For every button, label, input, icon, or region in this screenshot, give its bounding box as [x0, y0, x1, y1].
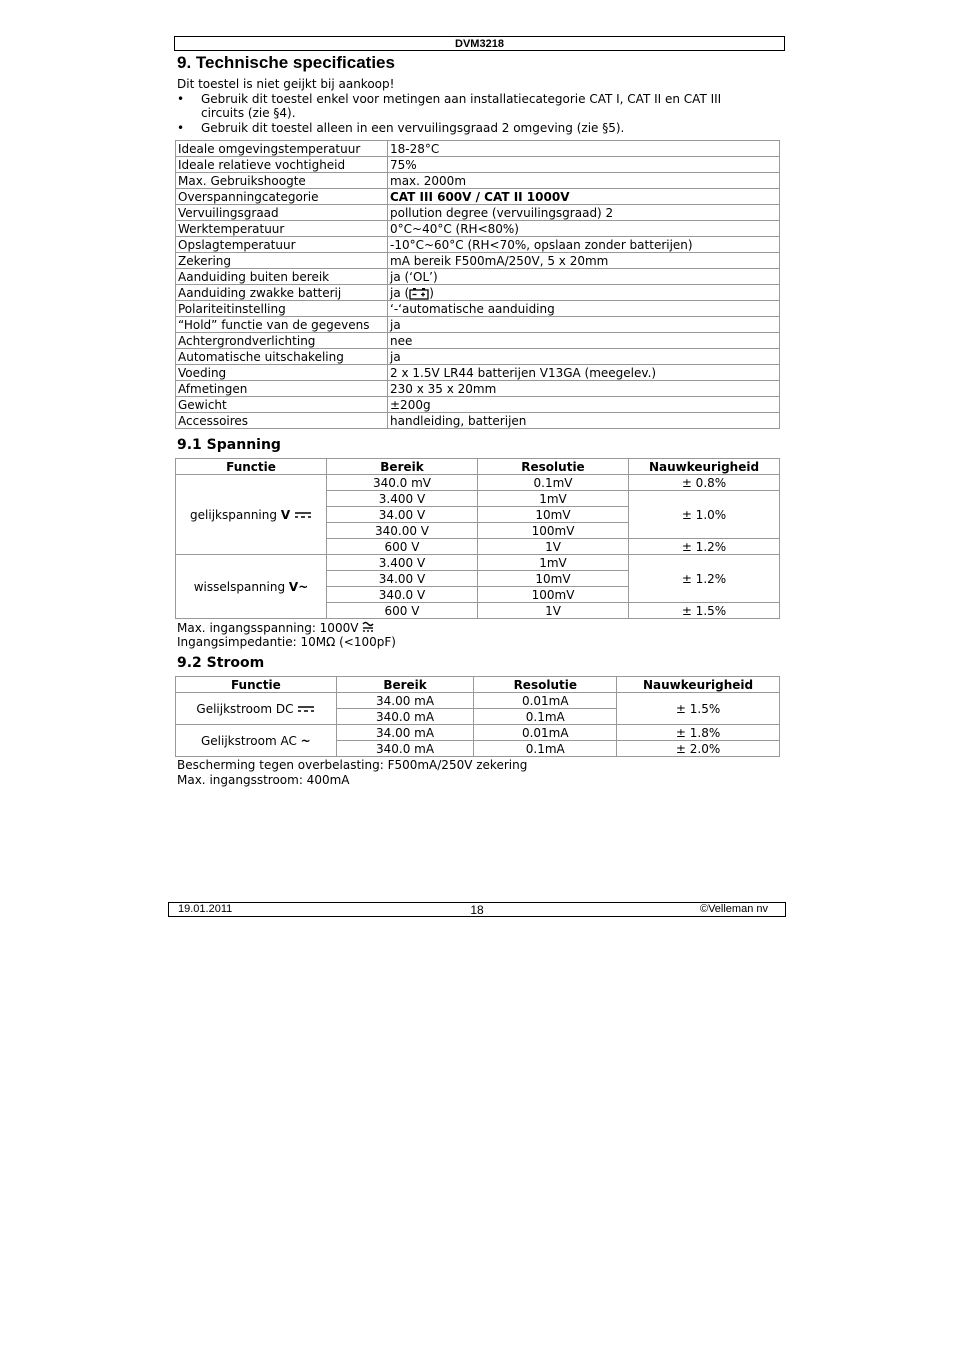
- spec-value: ja (‘OL’): [388, 269, 780, 285]
- spec-value: ja: [388, 349, 780, 365]
- table-row: [176, 173, 780, 189]
- spec-label: Automatische uitschakeling: [176, 349, 388, 365]
- table-row: [176, 397, 780, 413]
- spec-value: handleiding, batterijen: [388, 413, 780, 429]
- table-row: [176, 189, 780, 205]
- column-header: Nauwkeurigheid: [617, 677, 780, 693]
- table-row: Gelijkstroom AC ~ 34.00 mA 0.01mA ± 1.8%: [176, 725, 780, 741]
- table-row: [176, 157, 780, 173]
- table-row: [176, 365, 780, 381]
- bullet-dot: •: [177, 92, 185, 106]
- table-row: [176, 205, 780, 221]
- dc-symbol-icon: [297, 705, 315, 713]
- table-row: gelijkspanning V 340.0 mV 0.1mV ± 0.8%: [176, 475, 780, 491]
- model-name: DVM3218: [455, 38, 504, 50]
- spec-value: ja: [388, 317, 780, 333]
- spec-label: Opslagtemperatuur: [176, 237, 388, 253]
- column-header: Bereik: [336, 677, 474, 693]
- table-row: [176, 413, 780, 429]
- table-row: [176, 253, 780, 269]
- spec-label: Aanduiding buiten bereik: [176, 269, 388, 285]
- stroom-heading: 9.2 Stroom: [177, 655, 265, 671]
- max-input-voltage-note: Max. ingangsspanning: 1000V: [177, 621, 374, 635]
- spec-label: Aanduiding zwakke batterij: [176, 285, 388, 301]
- battery-icon: [409, 287, 429, 300]
- table-row: [176, 317, 780, 333]
- table-row: [176, 269, 780, 285]
- spec-label: Ideale omgevingstemperatuur: [176, 141, 388, 157]
- input-impedance-note: Ingangsimpedantie: 10MΩ (<100pF): [177, 635, 396, 649]
- spec-label: Gewicht: [176, 397, 388, 413]
- table-row: 34.00 V 10mV: [176, 571, 780, 587]
- column-header: Functie: [176, 459, 327, 475]
- table-row: 600 V 1V ± 1.5%: [176, 603, 780, 619]
- spec-value: 75%: [388, 157, 780, 173]
- table-row: wisselspanning V~ 3.400 V 1mV ± 1.2%: [176, 555, 780, 571]
- bullet-item: • Gebruik dit toestel alleen in een vervuilingsgraad 2 omgeving (zie §5).: [177, 121, 625, 135]
- spec-label: Overspanningcategorie: [176, 189, 388, 205]
- function-cell-ac-voltage: wisselspanning V~: [176, 555, 327, 619]
- spec-table: [175, 140, 780, 429]
- table-header-row: [176, 677, 780, 693]
- column-header: Functie: [176, 677, 337, 693]
- footer-date: 19.01.2011: [178, 903, 233, 915]
- table-row: 340.0 V 100mV: [176, 587, 780, 603]
- table-row: 34.00 V 10mV: [176, 507, 780, 523]
- function-cell-dc-voltage: gelijkspanning V: [176, 475, 327, 555]
- intro-text: Dit toestel is niet geijkt bij aankoop!: [177, 77, 395, 91]
- table-row: [176, 141, 780, 157]
- column-header: Nauwkeurigheid: [629, 459, 780, 475]
- spec-label: Vervuilingsgraad: [176, 205, 388, 221]
- function-cell-ac-current: Gelijkstroom AC ~: [176, 725, 337, 757]
- max-input-current-note: Max. ingangsstroom: 400mA: [177, 773, 350, 787]
- table-row: [176, 285, 780, 301]
- spec-label: Accessoires: [176, 413, 388, 429]
- spec-value: ±200g: [388, 397, 780, 413]
- spec-value: 18-28°C: [388, 141, 780, 157]
- spanning-table: [175, 458, 780, 619]
- table-row: Gelijkstroom DC 34.00 mA 0.01mA ± 1.5%: [176, 693, 780, 709]
- spec-label: Achtergrondverlichting: [176, 333, 388, 349]
- table-header-row: [176, 459, 780, 475]
- bullet-item: • Gebruik dit toestel enkel voor metingen aan installatiecategorie CAT I, CAT II en CAT III circuits (zie §4).: [177, 92, 722, 120]
- spec-value: max. 2000m: [388, 173, 780, 189]
- spec-value: ‘-‘automatische aanduiding: [388, 301, 780, 317]
- ac-dc-symbol-icon: [362, 621, 374, 633]
- table-row: [176, 349, 780, 365]
- spec-value: 2 x 1.5V LR44 batterijen V13GA (meegelev.): [388, 365, 780, 381]
- page-header: [174, 36, 785, 51]
- table-row: [176, 333, 780, 349]
- page-number: 18: [470, 903, 484, 917]
- spec-label: “Hold” functie van de gegevens: [176, 317, 388, 333]
- table-row: [176, 301, 780, 317]
- table-row: [176, 221, 780, 237]
- spec-value: pollution degree (vervuilingsgraad) 2: [388, 205, 780, 221]
- page-footer: [168, 902, 786, 917]
- table-row: 600 V 1V ± 1.2%: [176, 539, 780, 555]
- spec-label: Afmetingen: [176, 381, 388, 397]
- spec-value: mA bereik F500mA/250V, 5 x 20mm: [388, 253, 780, 269]
- spec-label: Werktemperatuur: [176, 221, 388, 237]
- column-header: Resolutie: [478, 459, 629, 475]
- table-row: 340.0 mA 0.1mA ± 2.0%: [176, 741, 780, 757]
- section-heading: 9. Technische specificaties: [177, 53, 395, 72]
- spanning-heading: 9.1 Spanning: [177, 437, 281, 453]
- spec-value: nee: [388, 333, 780, 349]
- spec-value: CAT III 600V / CAT II 1000V: [388, 189, 780, 205]
- spec-value: 230 x 35 x 20mm: [388, 381, 780, 397]
- spec-label: Polariteitinstelling: [176, 301, 388, 317]
- spec-label: Voeding: [176, 365, 388, 381]
- dc-symbol-icon: [294, 511, 312, 519]
- bullet-dot: •: [177, 121, 185, 135]
- table-row: [176, 381, 780, 397]
- spec-value: 0°C~40°C (RH<80%): [388, 221, 780, 237]
- column-header: Resolutie: [474, 677, 617, 693]
- footer-copyright: ©Velleman nv: [699, 903, 768, 915]
- spec-label: Ideale relatieve vochtigheid: [176, 157, 388, 173]
- table-row: 3.400 V 1mV ± 1.0%: [176, 491, 780, 507]
- spec-value: -10°C~60°C (RH<70%, opslaan zonder batterijen): [388, 237, 780, 253]
- spec-label: Max. Gebruikshoogte: [176, 173, 388, 189]
- spec-label: Zekering: [176, 253, 388, 269]
- table-row: 340.00 V 100mV: [176, 523, 780, 539]
- table-row: [176, 237, 780, 253]
- stroom-table: [175, 676, 780, 757]
- spec-value: ja ( ): [388, 285, 780, 301]
- table-row: 340.0 mA 0.1mA: [176, 709, 780, 725]
- function-cell-dc-current: Gelijkstroom DC: [176, 693, 337, 725]
- column-header: Bereik: [327, 459, 478, 475]
- overload-protection-note: Bescherming tegen overbelasting: F500mA/250V zekering: [177, 758, 528, 772]
